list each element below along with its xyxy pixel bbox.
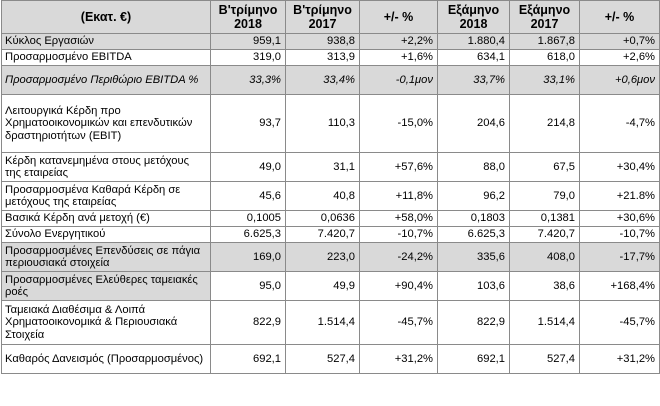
header-h1-2018: Εξάμηνο 2018: [438, 1, 510, 34]
cell: 0,1381: [510, 211, 580, 227]
cell: 959,1: [211, 34, 286, 50]
cell: 692,1: [211, 345, 286, 374]
row-label: Προσαρμοσμένο Περιθώριο EBITDA %: [2, 66, 211, 95]
table-row: [2, 272, 660, 301]
cell: -17,7%: [580, 243, 660, 272]
cell: 313,9: [286, 50, 360, 66]
row-label: Προσαρμοσμένες Επενδύσεις σε πάγια περιουσιακά στοιχεία: [2, 243, 211, 272]
cell: 6.625,3: [438, 227, 510, 243]
cell: 31,1: [286, 153, 360, 182]
cell: +57,6%: [360, 153, 438, 182]
cell: 223,0: [286, 243, 360, 272]
table-row: [2, 182, 660, 211]
table-row: [2, 243, 660, 272]
table-row: [2, 34, 660, 50]
cell: 0,0636: [286, 211, 360, 227]
cell: +11,8%: [360, 182, 438, 211]
cell: 1.514,4: [510, 301, 580, 345]
cell: 692,1: [438, 345, 510, 374]
cell: +0,7%: [580, 34, 660, 50]
cell: 67,5: [510, 153, 580, 182]
row-label: Βασικά Κέρδη ανά μετοχή (€): [2, 211, 211, 227]
cell: 0,1803: [438, 211, 510, 227]
cell: 33,4%: [286, 66, 360, 95]
row-label: Ταμειακά Διαθέσιμα & Λοιπά Χρηματοοικονομικά & Περιουσιακά Στοιχεία: [2, 301, 211, 345]
cell: +1,6%: [360, 50, 438, 66]
cell: 408,0: [510, 243, 580, 272]
cell: +30,4%: [580, 153, 660, 182]
row-label: Κέρδη κατανεμημένα στους μετόχους της εταιρείας: [2, 153, 211, 182]
row-label: Προσαρμοσμένα Καθαρά Κέρδη σε μετόχους της εταιρείας: [2, 182, 211, 211]
cell: +30,6%: [580, 211, 660, 227]
cell: 0,1005: [211, 211, 286, 227]
cell: 33,7%: [438, 66, 510, 95]
cell: 822,9: [211, 301, 286, 345]
cell: -45,7%: [580, 301, 660, 345]
table-row: [2, 301, 660, 345]
cell: 103,6: [438, 272, 510, 301]
row-label: Λειτουργικά Κέρδη προ Χρηματοοικονομικών και επενδυτικών δραστηριοτήτων (EBIT): [2, 95, 211, 153]
cell: 40,8: [286, 182, 360, 211]
cell: 7.420,7: [510, 227, 580, 243]
cell: 319,0: [211, 50, 286, 66]
cell: -10,7%: [360, 227, 438, 243]
cell: 1.867,8: [510, 34, 580, 50]
table-row: [2, 227, 660, 243]
cell: +90,4%: [360, 272, 438, 301]
header-h1-2017: Εξάμηνο 2017: [510, 1, 580, 34]
cell: +168,4%: [580, 272, 660, 301]
cell: +2,2%: [360, 34, 438, 50]
cell: 618,0: [510, 50, 580, 66]
cell: -10,7%: [580, 227, 660, 243]
table-row: [2, 153, 660, 182]
row-label: Σύνολο Ενεργητικού: [2, 227, 211, 243]
cell: 204,6: [438, 95, 510, 153]
cell: 634,1: [438, 50, 510, 66]
cell: 527,4: [286, 345, 360, 374]
cell: 938,8: [286, 34, 360, 50]
cell: -45,7%: [360, 301, 438, 345]
header-q-change: +/- %: [360, 1, 438, 34]
header-q2-2018: Β'τρίμηνο 2018: [211, 1, 286, 34]
cell: +0,6μον: [580, 66, 660, 95]
cell: 335,6: [438, 243, 510, 272]
cell: 45,6: [211, 182, 286, 211]
cell: 527,4: [510, 345, 580, 374]
cell: 6.625,3: [211, 227, 286, 243]
table-row: [2, 345, 660, 374]
cell: 93,7: [211, 95, 286, 153]
table-row: [2, 50, 660, 66]
cell: 822,9: [438, 301, 510, 345]
table-row: [2, 95, 660, 153]
cell: 110,3: [286, 95, 360, 153]
row-label: Κύκλος Εργασιών: [2, 34, 211, 50]
cell: +58,0%: [360, 211, 438, 227]
cell: 96,2: [438, 182, 510, 211]
cell: 1.514,4: [286, 301, 360, 345]
row-label: Καθαρός Δανεισμός (Προσαρμοσμένος): [2, 345, 211, 374]
cell: +31,2%: [580, 345, 660, 374]
cell: 33,3%: [211, 66, 286, 95]
cell: +31,2%: [360, 345, 438, 374]
table-row: [2, 66, 660, 95]
cell: -4,7%: [580, 95, 660, 153]
cell: 49,0: [211, 153, 286, 182]
financial-results-table: [1, 0, 660, 374]
header-q2-2017: Β'τρίμηνο 2017: [286, 1, 360, 34]
cell: 88,0: [438, 153, 510, 182]
row-label: Προσαρμοσμένο EBITDA: [2, 50, 211, 66]
row-label: Προσαρμοσμένες Ελεύθερες ταμειακές ροές: [2, 272, 211, 301]
cell: 79,0: [510, 182, 580, 211]
cell: 214,8: [510, 95, 580, 153]
cell: -15,0%: [360, 95, 438, 153]
header-h-change: +/- %: [580, 1, 660, 34]
cell: 33,1%: [510, 66, 580, 95]
cell: 95,0: [211, 272, 286, 301]
cell: -24,2%: [360, 243, 438, 272]
cell: 38,6: [510, 272, 580, 301]
cell: 169,0: [211, 243, 286, 272]
cell: +21.8%: [580, 182, 660, 211]
cell: 7.420,7: [286, 227, 360, 243]
cell: 1.880,4: [438, 34, 510, 50]
cell: 49,9: [286, 272, 360, 301]
header-row: [2, 1, 660, 34]
table-row: [2, 211, 660, 227]
cell: +2,6%: [580, 50, 660, 66]
header-unit: (Εκατ. €): [2, 1, 211, 34]
cell: -0,1μον: [360, 66, 438, 95]
